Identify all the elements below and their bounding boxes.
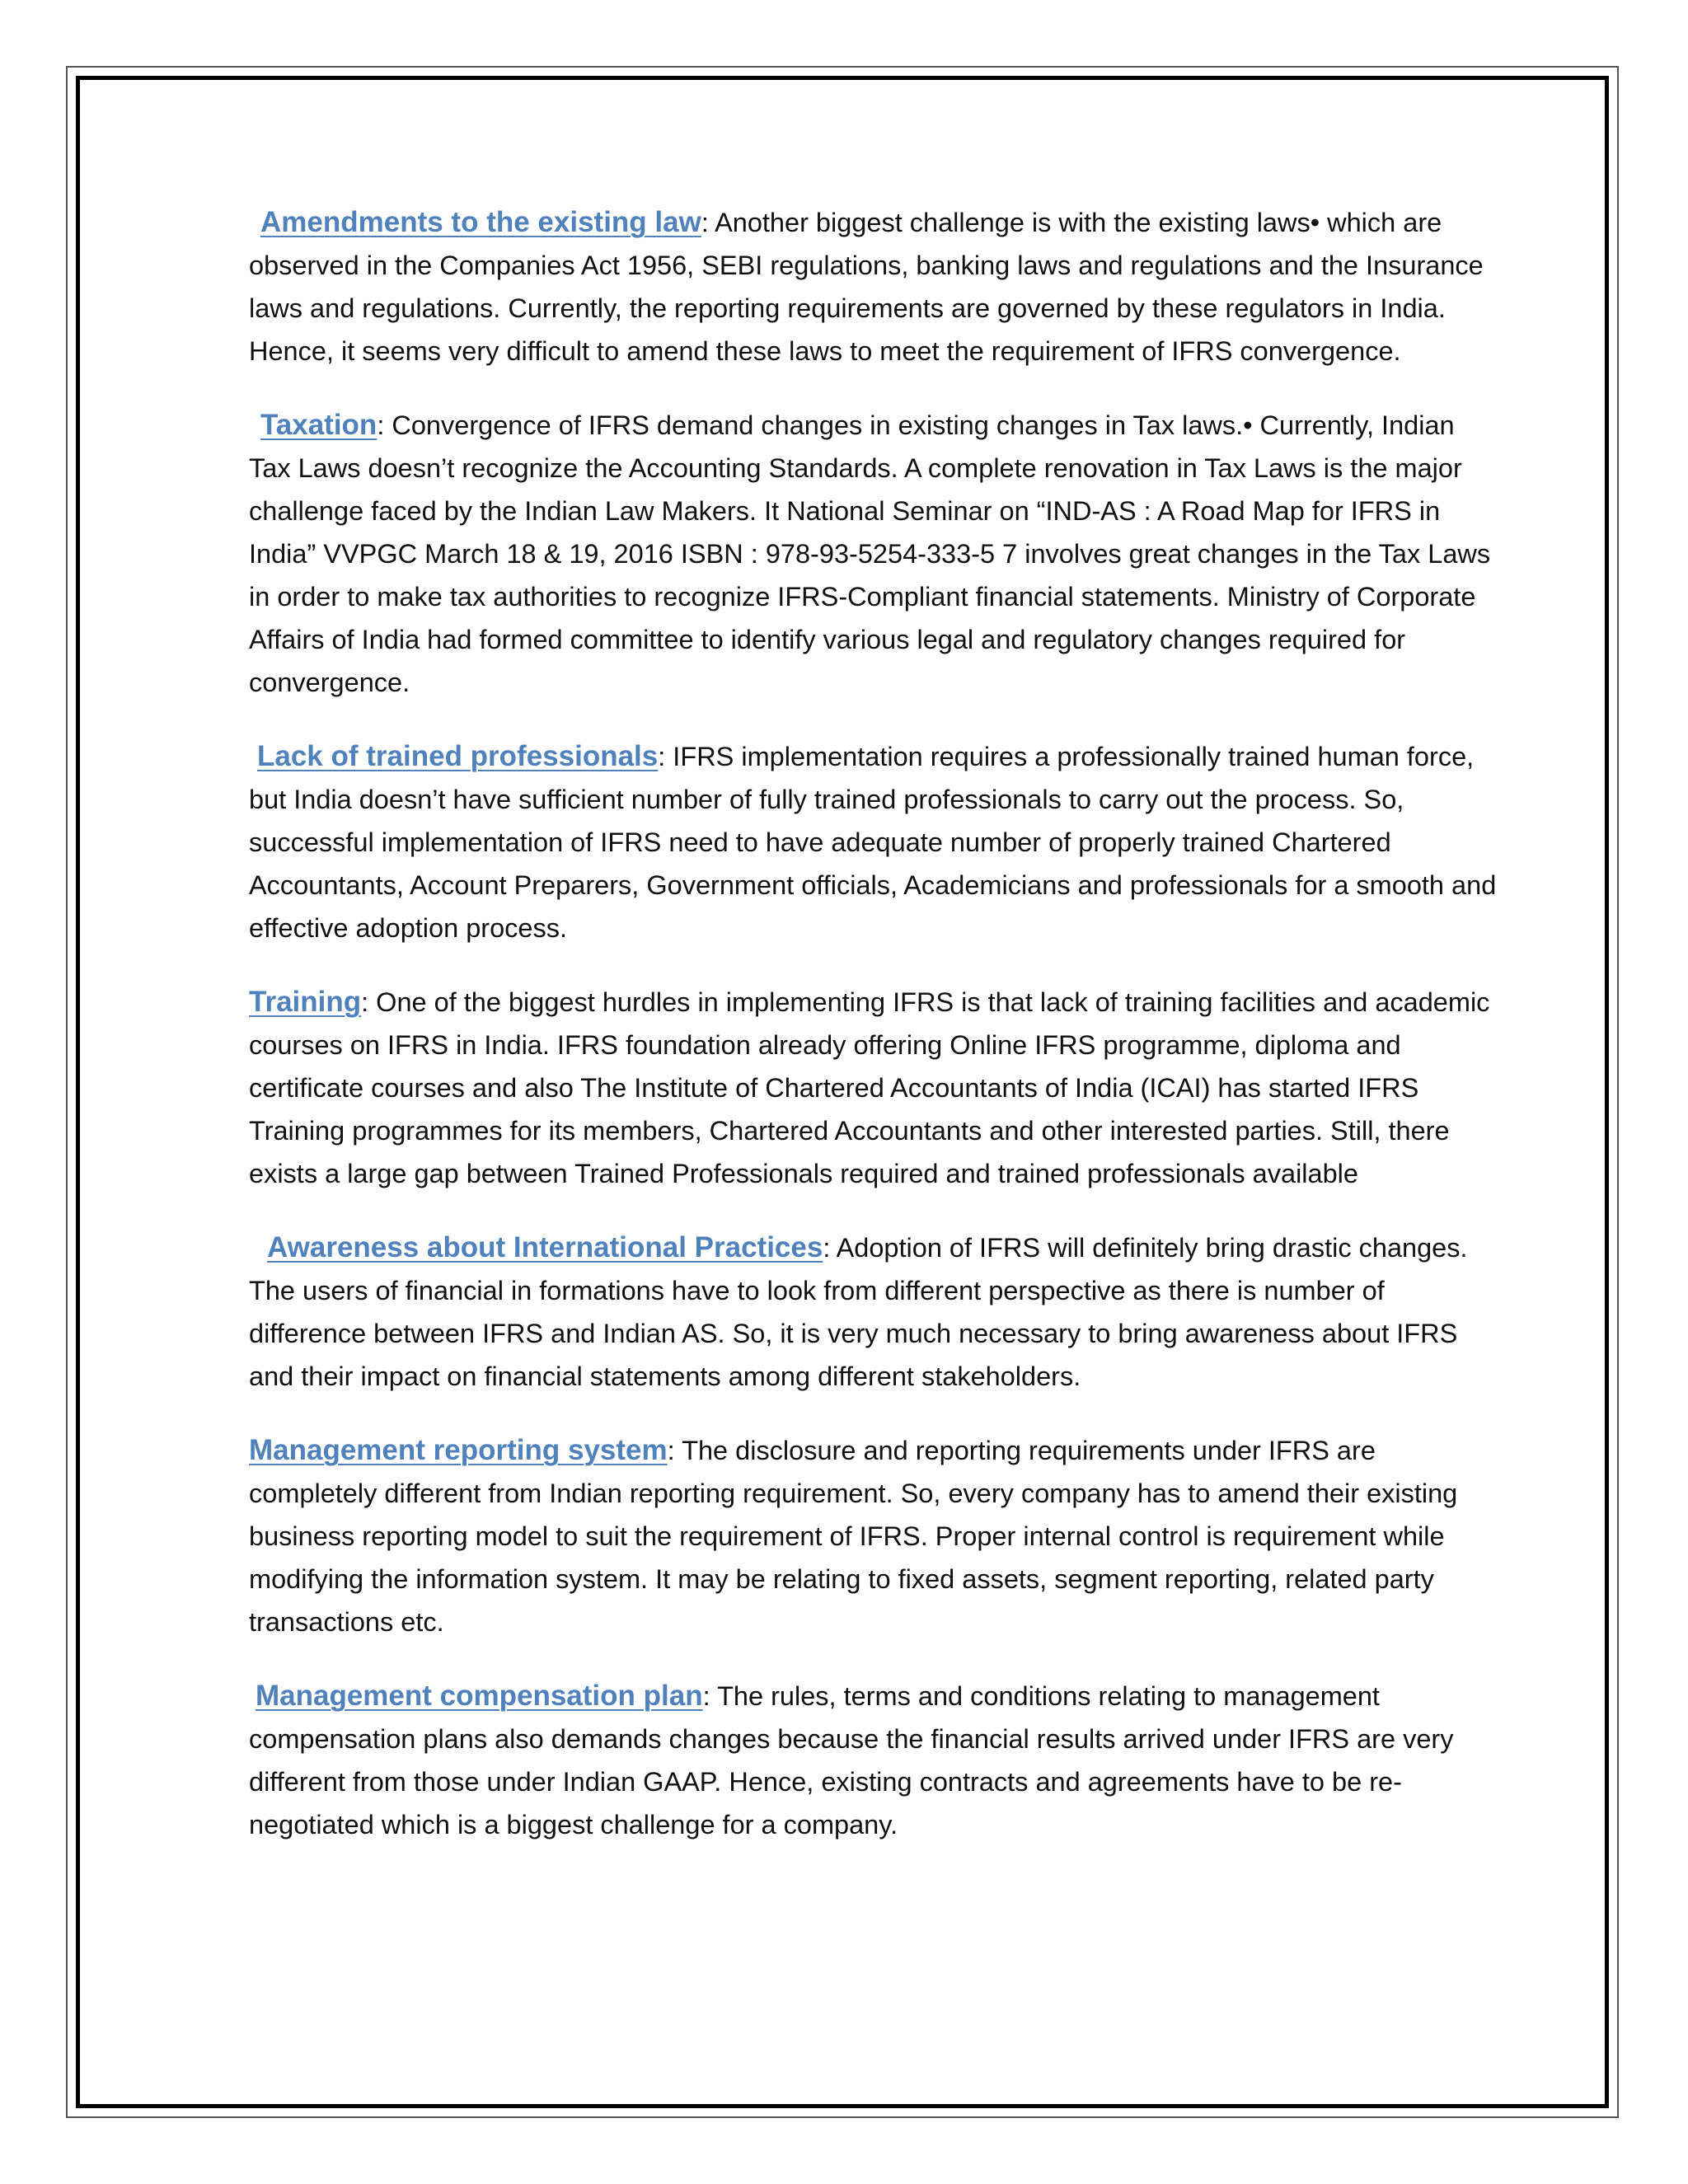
heading-management-compensation: Management compensation plan xyxy=(256,1680,703,1712)
paragraph-body: : Convergence of IFRS demand changes in existing changes in Tax laws.• Currently, Indian Tax Laws doesn’t recognize the Accounting Standards. A complete renovation in Tax Laws is the major challenge faced by the Indian Law Makers. It National Seminar on “IND-AS : A Road Map for IFRS in India” VVPGC March 18 & 19, 2016 ISBN : 978-93-5254-333-5 7 involves great changes in the Tax Laws in order to make tax authorities to recognize IFRS-Compliant financial statements. Ministry of Corporate Affairs of India had formed committee to identify various legal and regulatory changes required for convergence. xyxy=(249,410,1491,697)
heading-lack-of-trained-professionals: Lack of trained professionals xyxy=(257,740,659,772)
paragraph-body: : Adoption of IFRS will definitely bring drastic changes. The users of financial in formations have to look from different perspective as there is number of difference between IFRS and Indian AS. So, it is very much necessary to bring awareness about IFRS and their impact on financial statements among different stakeholders. xyxy=(249,1233,1468,1391)
paragraph-body: : The disclosure and reporting requirements under IFRS are completely different from Indian reporting requirement. So, every company has to amend their existing business reporting model to suit the requirement of IFRS. Proper internal control is requirement while modifying the information system. It may be relating to fixed assets, segment reporting, related party transactions etc. xyxy=(249,1436,1458,1637)
heading-taxation: Taxation xyxy=(260,409,377,441)
paragraph-body: : The rules, terms and conditions relating to management compensation plans also demands changes because the financial results arrived under IFRS are very different from those under Indian GAAP. Hence, existing contracts and agreements have to be re-negotiated which is a biggest challenge for a company. xyxy=(249,1681,1454,1840)
paragraph-amendments xyxy=(249,201,1502,373)
paragraph-body: : Another biggest challenge is with the existing laws• which are observed in the Companies Act 1956, SEBI regulations, banking laws and regulations and the Insurance laws and regulations. Currently, the reporting requirements are governed by these regulators in India. Hence, it seems very difficult to amend these laws to meet the requirement of IFRS convergence. xyxy=(249,208,1484,366)
heading-training: Training xyxy=(249,986,362,1018)
document-body xyxy=(249,201,1502,1877)
heading-management-reporting: Management reporting system xyxy=(249,1434,668,1466)
paragraph-awareness xyxy=(249,1226,1502,1398)
paragraph-management-compensation xyxy=(249,1675,1502,1846)
paragraph-body: : One of the biggest hurdles in implementing IFRS is that lack of training facilities and academic courses on IFRS in India. IFRS foundation already offering Online IFRS programme, diploma and certificate courses and also The Institute of Chartered Accountants of India (ICAI) has started IFRS Training programmes for its members, Chartered Accountants and other interested parties. Still, there exists a large gap between Trained Professionals required and trained professionals available xyxy=(249,987,1490,1188)
paragraph-lack-of-trained-professionals xyxy=(249,735,1502,949)
paragraph-body: : IFRS implementation requires a professionally trained human force, but India doesn’t have sufficient number of fully trained professionals to carry out the process. So, successful implementation of IFRS need to have adequate number of properly trained Chartered Accountants, Account Preparers, Government officials, Academicians and professionals for a smooth and effective adoption process. xyxy=(249,742,1497,943)
heading-amendments: Amendments to the existing law xyxy=(260,206,701,238)
paragraph-training xyxy=(249,981,1502,1195)
paragraph-taxation xyxy=(249,404,1502,704)
paragraph-management-reporting xyxy=(249,1429,1502,1643)
heading-awareness: Awareness about International Practices xyxy=(267,1231,823,1263)
